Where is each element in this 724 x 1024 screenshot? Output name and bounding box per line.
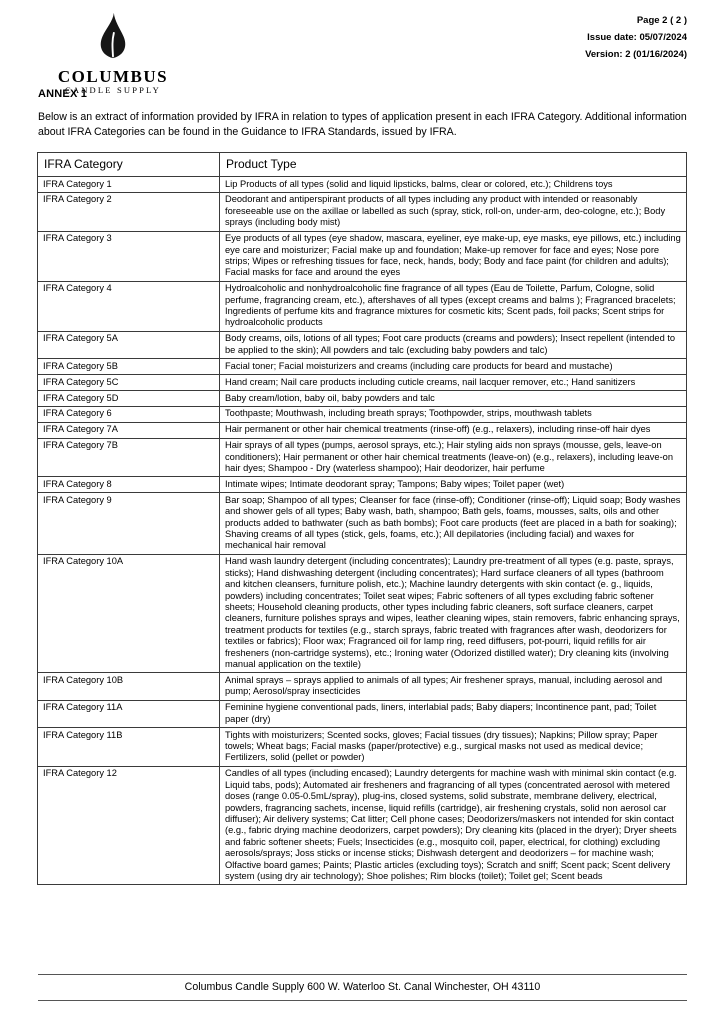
product-type-cell: Eye products of all types (eye shadow, mascara, eyeliner, eye make-up, eye masks, eye pillows, etc.) including eye care and moisturizer; Facial make up and foundation; Make-up remover for face and eyes; Nose pore strips; Wipes or refreshing tissues for face, neck, hands, body; Body and face paint (for children and adults); Facial masks for face and around the eyes — [220, 231, 687, 281]
page-number: Page 2 ( 2 ) — [636, 15, 687, 26]
table-row — [38, 673, 687, 700]
table-row — [38, 231, 687, 281]
header-ifra-category: IFRA Category — [38, 153, 220, 177]
ifra-category-cell: IFRA Category 6 — [38, 406, 220, 422]
header-product-type: Product Type — [220, 153, 687, 177]
ifra-table-body — [38, 177, 687, 885]
product-type-cell: Deodorant and antiperspirant products of all types including any product with intended or reasonably foreseeable use on the axillae or labelled as such (spray, stick, roll-on, under-arm, deo-cologne, etc.); Body sprays (including body mist) — [220, 192, 687, 231]
table-row — [38, 554, 687, 673]
product-type-cell: Bar soap; Shampoo of all types; Cleanser for face (rinse-off); Conditioner (rinse-off); Liquid soap; Body washes and shower gels of all types; Baby wash, bath, shampoo; Bath gels, foams, mousses, salts, oils and other products added to bathwater (such as bath bombs); Foot care products (feet are placed in a bath for soaking); Shaving creams of all types (stick, gels, foams, etc.); All depilatories (including facial) and waxes for mechanical hair removal — [220, 493, 687, 555]
table-row — [38, 438, 687, 477]
table-row — [38, 177, 687, 193]
ifra-category-cell: IFRA Category 1 — [38, 177, 220, 193]
ifra-category-cell: IFRA Category 5C — [38, 375, 220, 391]
logo-company-name: COLUMBUS — [57, 67, 169, 86]
table-row — [38, 700, 687, 727]
ifra-category-cell: IFRA Category 12 — [38, 766, 220, 885]
ifra-category-cell: IFRA Category 2 — [38, 192, 220, 231]
product-type-cell: Hydroalcoholic and nonhydroalcoholic fine fragrance of all types (Eau de Toilette, Parfum, Cologne, solid perfume, fragrancing cream, etc.), aftershaves of all types (except creams and balms ); Fragranced bracelets; Ingredients of perfume kits and fragrance mixtures for cosmetic kits; Scent pads, foil packs; Scent strips for hydroalcoholic products — [220, 281, 687, 331]
ifra-category-cell: IFRA Category 5D — [38, 391, 220, 407]
product-type-cell: Hand cream; Nail care products including cuticle creams, nail lacquer remover, etc.; Hand sanitizers — [220, 375, 687, 391]
page-header — [38, 12, 687, 95]
ifra-category-cell: IFRA Category 10A — [38, 554, 220, 673]
table-row — [38, 493, 687, 555]
product-type-cell: Animal sprays – sprays applied to animals of all types; Air freshener sprays, manual, including aerosol and pump; Aerosol/spray insecticides — [220, 673, 687, 700]
ifra-category-cell: IFRA Category 7B — [38, 438, 220, 477]
table-row — [38, 192, 687, 231]
ifra-category-cell: IFRA Category 3 — [38, 231, 220, 281]
table-row — [38, 391, 687, 407]
annex-title: ANNEX 1 — [38, 88, 88, 100]
product-type-cell: Body creams, oils, lotions of all types; Foot care products (creams and powders); Insect repellent (intended to be applied to the skin); All powders and talc (excluding baby powders and talc) — [220, 331, 687, 358]
table-row — [38, 406, 687, 422]
product-type-cell: Lip Products of all types (solid and liquid lipsticks, balms, clear or colored, etc.); Childrens toys — [220, 177, 687, 193]
table-row — [38, 359, 687, 375]
product-type-cell: Toothpaste; Mouthwash, including breath sprays; Toothpowder, strips, mouthwash tablets — [220, 406, 687, 422]
ifra-category-table — [37, 152, 687, 885]
document-meta — [585, 12, 687, 63]
table-row — [38, 728, 687, 767]
issue-date: Issue date: 05/07/2024 — [587, 32, 687, 43]
product-type-cell: Facial toner; Facial moisturizers and creams (including care products for beard and mustache) — [220, 359, 687, 375]
product-type-cell: Hair sprays of all types (pumps, aerosol sprays, etc.); Hair styling aids non sprays (mousse, gels, leave-on conditioners); Hair permanent or other hair chemical treatments (leave-on) (e.g., relaxers), including leave-on hair dyes; Shampoo - Dry (waterless shampoo); Hair deodorizer, hair perfume — [220, 438, 687, 477]
table-row — [38, 375, 687, 391]
version: Version: 2 (01/16/2024) — [585, 49, 687, 60]
company-logo — [38, 12, 178, 95]
ifra-category-cell: IFRA Category 4 — [38, 281, 220, 331]
product-type-cell: Baby cream/lotion, baby oil, baby powders and talc — [220, 391, 687, 407]
product-type-cell: Feminine hygiene conventional pads, liners, interlabial pads; Baby diapers; Incontinence pant, pad; Toilet paper (dry) — [220, 700, 687, 727]
ifra-category-cell: IFRA Category 5B — [38, 359, 220, 375]
table-row — [38, 281, 687, 331]
table-row — [38, 422, 687, 438]
flame-icon — [48, 12, 178, 69]
ifra-category-cell: IFRA Category 8 — [38, 477, 220, 493]
table-row — [38, 477, 687, 493]
table-header-row — [38, 153, 687, 177]
ifra-category-cell: IFRA Category 7A — [38, 422, 220, 438]
ifra-category-cell: IFRA Category 10B — [38, 673, 220, 700]
product-type-cell: Candles of all types (including encased); Laundry detergents for machine wash with minimal skin contact (e.g. Liquid tabs, pods); Automated air fresheners and fragrancing of all types (concentrated aerosol with metered doses (range 0.05-0.5mL/spray), plug-ins, closed systems, solid substrate, membrane delivery, electrical, powders, fragrancing sachets, incense, liquid refills (cartridge), air freshening crystals, solid non aerosol car diffuser); Air delivery systems; Cat litter; Cell phone cases; Deodorizers/maskers not intended for skin contact (e.g., fabric drying machine deodorizers, carpet powders); Dry cleaning kits (placed in the dryer); Dryer sheets and fabric softener sheets; Fuels; Insecticides (e.g., mosquito coil, paper, electrical, for clothing) excluding aerosols/sprays; Joss sticks or incense sticks; Dishwash detergent and deodorizers – for machine wash; Olfactive board games; Paints; Plastic articles (excluding toys); Scratch and sniff; Scent pack; Scent delivery system (using dry air technology); Shoe polishes; Rim blocks (toilet); Toilet gel; Scent beads — [220, 766, 687, 885]
product-type-cell: Hand wash laundry detergent (including concentrates); Laundry pre-treatment of all types (e.g. paste, sprays, sticks); Hand dishwashing detergent (including concentrates); Hard surface cleaners of all types (bathroom and kitchen cleansers, furniture polish, etc.); Machine laundry detergents with skin contact (e. g., liquids, powders) including concentrates; Toilet seat wipes; Fabric softeners of all types excluding fabric softener sheets; Household cleaning products, other types including fabric cleaners, soft surface cleaners, carpet cleaners, furniture polishes sprays and wipes, leather cleaning wipes, stain removers, fabric enhancing sprays, treatment products for textiles (e.g., starch sprays, fabric treated with fragrances after wash, deodorizers for textiles or fabrics); Floor wax; Fragranced oil for lamp ring, reed diffusers, pot-pourri, liquid refills for air fresheners (non-cartridge systems), etc.; Ironing water (Odorized distilled water); Dry cleaning kits (involving manual application on the textile) — [220, 554, 687, 673]
logo-company-subtitle: CANDLE SUPPLY — [65, 85, 161, 95]
footer-address: Columbus Candle Supply 600 W. Waterloo St. Canal Winchester, OH 43110 — [38, 974, 687, 1001]
product-type-cell: Intimate wipes; Intimate deodorant spray; Tampons; Baby wipes; Toilet paper (wet) — [220, 477, 687, 493]
ifra-category-cell: IFRA Category 9 — [38, 493, 220, 555]
ifra-category-cell: IFRA Category 5A — [38, 331, 220, 358]
product-type-cell: Tights with moisturizers; Scented socks, gloves; Facial tissues (dry tissues); Napkins; Pillow spray; Paper towels; Wheat bags; Facial masks (paper/protective) e.g., surgical masks not used as medical device; Fertilizers, solid (pellet or powder) — [220, 728, 687, 767]
ifra-category-cell: IFRA Category 11B — [38, 728, 220, 767]
intro-paragraph: Below is an extract of information provided by IFRA in relation to types of application present in each IFRA Category. Additional information about IFRA Categories can be found in the Guidance to IFRA Standards, issued by IFRA. — [38, 111, 687, 138]
ifra-category-cell: IFRA Category 11A — [38, 700, 220, 727]
product-type-cell: Hair permanent or other hair chemical treatments (rinse-off) (e.g., relaxers), including rinse-off hair dyes — [220, 422, 687, 438]
table-row — [38, 766, 687, 885]
table-row — [38, 331, 687, 358]
